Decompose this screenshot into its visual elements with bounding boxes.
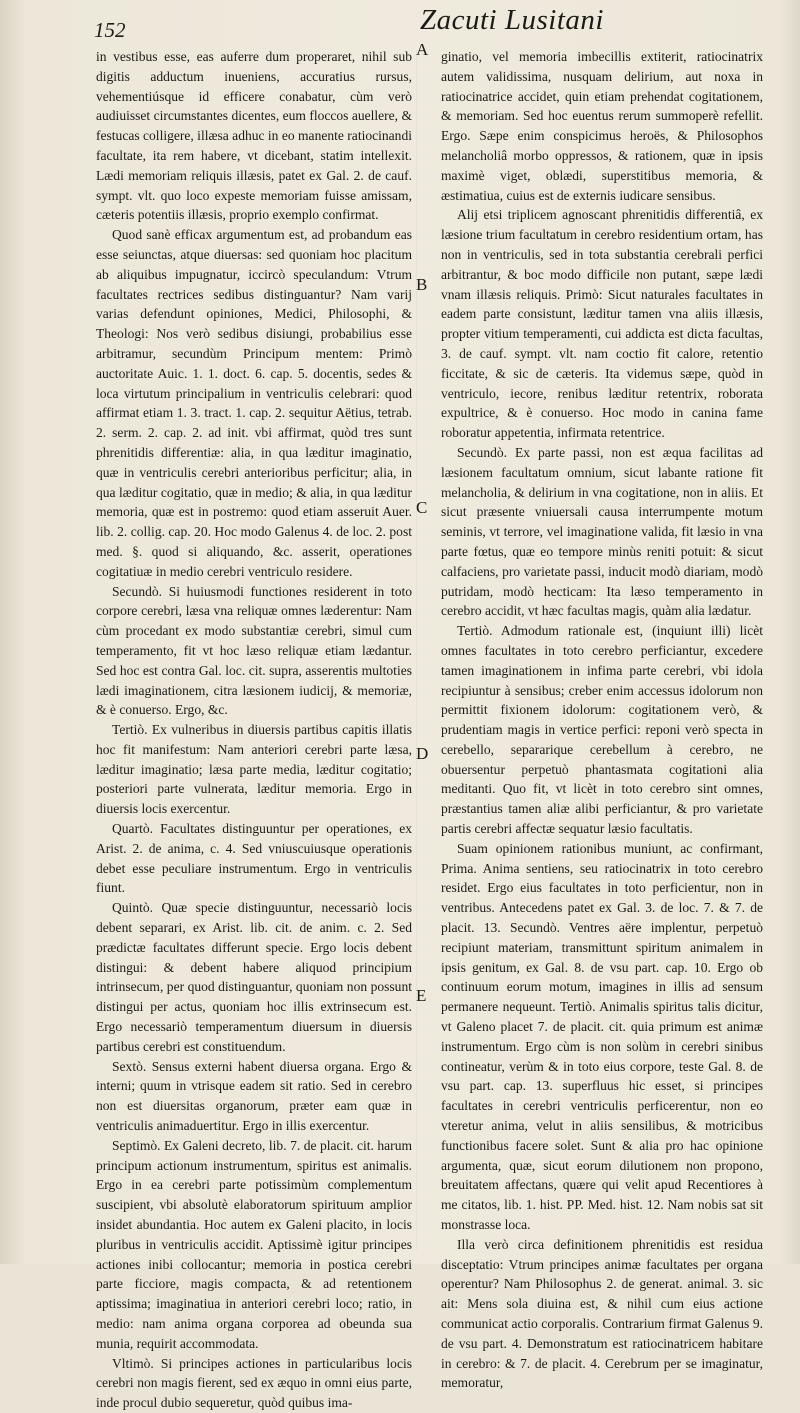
margin-letter-a: A [416, 40, 429, 59]
paragraph: Illa verò circa definitionem phrenitidis est residua disceptatio: Vtrum principes animæ facultates per organa operentur? Nam Philosophus 2. de generat. animal. 3. sic ait: Mens sola diuina est, & nihil cum eius actione communicat actio corporalis. Contrarium firmat Galenus 9. de vsu part. 4. Demonstratum est ratiocinatricem habitare in cerebro: & 7. de placit. 4. Cerebrum per se imaginatur, memoratur, [441, 1236, 763, 1391]
paragraph: Tertiò. Admodum rationale est, (inquiunt illi) licèt omnes facultates in toto cerebro perficiantur, excedere tamen imaginationem in infima parte cerebri, vbi idola recipiuntur à sensibus; creber enim accessus idolorum non permittit fixionem idolorum: cogitationem verò, & prudentiam magis in vertice perfici: reponi verò specta in cerebello, separarique cerebellum à cerebro, ne obuersentur perpetuò phantasmata cogitationi alia meditanti. Quo fit, vt licèt in toto cerebro sint omnes, præstantius tamen aliæ alibi perficiantur, & pro varietate partis cerebri affectæ sequatur læsio facultatis. [441, 623, 763, 837]
paragraph: Septimò. Ex Galeni decreto, lib. 7. de placit. cit. harum principum actionum instrumentum, spiritus est animalis. Ergo in ea cerebri parte potissimùm complementum suscipient, vbi absolutè elaboratorum spirituum amplior insidet abundantia. Hoc autem ex Galeni placito, in locis pluribus in ventriculis accidit. Aptissimè igitur principes actiones inibi collocantur; memoria in postica cerebri parte ficciore, magis compacta, & ad retentionem aptissima; imaginatiua in anteriori cerebri loco; ratio, in medio: nam anima organa corporea ad obeunda sua munia, requirit accommodata. [96, 1137, 412, 1351]
right-column [441, 47, 763, 1393]
paragraph: Alij etsi triplicem agnoscant phrenitidis differentiâ, ex læsione trium facultatum in cerebro residentium ortam, has non in ventriculis, sed in tota substantia cerebrali perfici arbitrantur, & boc modo difficile non putant, sæpe lædi vnam illæsis reliquis. Primò: Sicut naturales facultates in eadem parte consistunt, læditur tamen vna aliis illæsis, propter vitium temperamenti, cui addicta est dicta facultas, 3. de cauf. sympt. vlt. nam coctio fit calore, retentio ficcitate, & sic de cæteris. Ita videmus sæpe, quòd in ventriculo, iecore, renibus læditur retentrix, roborata expultrice, & è conuerso. Hoc modo in canina fame roboratur appetentia, infirmata retentrice. [441, 207, 763, 441]
margin-letter-d: D [416, 744, 429, 763]
paragraph: Secundò. Ex parte passi, non est æqua facilitas ad læsionem facultatum omnium, sicut labante ratione fit melancholia, & delirium in vna cogitatione, non in aliis. Et sicut præsente vniuersali causa interrumpente motum seminis, vt terrore, vel imaginatione valida, fit læsio in vna parte fœtus, quæ eo tempore minùs reniti potuit: & sicut calfaciens, pro varietate passi, inducit modò diariam, modò putridam, modò hecticam: Ita læso temperamento in cerebro accidit, vt hæc facultas magis, quàm alia lædatur. [441, 444, 763, 619]
paragraph: in vestibus esse, eas auferre dum properaret, nihil sub digitis adductum inueniens, accuratius rursus, vehementiúsque id efficere conabatur, cùm verò audiuisset circumstantes dicentes, eum floccos auellere, & festucas colligere, illæsa adhuc in eo manente ratiocinandi facultate, ita rem habere, vt dicebant, statim intellexit. Lædi memoriam reliquis illæsis, patet ex Gal. 2. de cauf. sympt. vlt. quo loco expeste memoriam fuisse amissam, cæteris potentiis illæsis, proprio exemplo confirmat. [96, 49, 412, 223]
margin-letter-c: C [416, 498, 428, 517]
paragraph: Suam opinionem rationibus muniunt, ac confirmant, Prima. Anima sentiens, seu ratiocinatrix in toto cerebro residet. Ergo eius facultates in toto perficientur, non in ventribus. Antecedens patet ex Gal. 3. de loc. 7. & 7. de placit. 13. Secundò. Ventres aëre implentur, perpetuò recipiunt materiam, transmittunt spiritum animalem in ipsis genitum, ex Gal. 8. de vsu part. cap. 10. Ergo ob continuum eorum motum, imagines in illis ad sensum permanere nequeunt. Tertiò. Animalis spiritus talis dicitur, vt Galeno placet 7. de placit. cit. quia primum est animæ instrumentum. Ergo cùm is non solùm in cerebri sinibus contineatur, verùm & in toto eius corpore, teste Gal. 8. de vsu part. cap. 13. superfluus hic esset, si principes facultates in cerebri ventriculis perficerentur, non eo vteretur anima, velut in aliis sensilibus, & motricibus functionibus facere solet. Sunt & alia pro hac opinione argumenta, quæ, sicut eorum dilutionem non propono, breuitatem affectans, quære qui velit apud Recentiores à me citatos, lib. 1. hist. PP. Med. hist. 12. Nam nobis sat sit monstrasse loca. [441, 840, 763, 1233]
running-title: Zacuti Lusitani [420, 4, 604, 36]
paragraph: Quintò. Quæ specie distinguuntur, necessariò locis debent separari, ex Arist. lib. cit. de anim. c. 2. Sed prædictæ facultates differunt specie. Ergo locis debent distingui: & debent habere aliquod principium intrinsecum, per quod distinguantur, quoniam non possunt distingui per actus, quoniam hoc illis extrinsecum est. Ergo necessariò temperamentum diuersum in diuersis partibus cerebri est constituendum. [96, 900, 412, 1054]
paragraph: Sextò. Sensus externi habent diuersa organa. Ergo & interni; quum in vtrisque eadem sit ratio. Sed in cerebro non est diuersitas organorum, præter eam quæ in ventriculis animaduertitur. Ergo in illis exercentur. [96, 1058, 412, 1134]
paragraph: Quartò. Facultates distinguuntur per operationes, ex Arist. 2. de anima, c. 4. Sed vniuscuiusque operationis debet esse peculiare instrumentum. Ergo in ventriculis fiunt. [96, 821, 412, 896]
paragraph: Quod sanè efficax argumentum est, ad probandum eas esse seiunctas, atque diuersas: sed quoniam hoc placitum ab aliquibus impugnatur, iccircò speculandum: Vtrum facultates rectrices sedibus distinguantur? Nam varij varias defendunt opiniones, Medici, Philosophi, & Theologi: Nos verò sedibus disiungi, probabilius esse arbitramur, secundùm Principum mentem: Primò auctoritate Auic. 1. 1. doct. 6. cap. 5. docentis, sedes & loca virtutum principalium in ventriculis celebrari: quod affirmat etiam 1. 3. tract. 1. cap. 2. sequitur Aëtius, tetrab. 2. serm. 2. cap. 2. ad init. vbi affirmat, quòd tres sunt phrenitidis differentiæ: alia, in qua læditur imaginatio, quæ in ventriculis cerebri anterioribus perficitur; alia, in qua læditur cogitatio, quæ in medio; & alia, in qua læditur memoria, quæ est in postremo: quod etiam asseruit Auer. lib. 2. collig. cap. 20. Hoc modo Galenus 4. de loc. 2. post med. §. quod si aliquando, &c. asserit, operationes cogitatiuæ in medio cerebri ventriculo residere. [96, 227, 412, 579]
margin-letter-e: E [416, 986, 427, 1005]
left-column [96, 47, 412, 1413]
page-number: 152 [94, 18, 126, 42]
paragraph: Tertiò. Ex vulneribus in diuersis partibus capitis illatis hoc fit manifestum: Nam anteriori cerebri parte læsa, læditur imaginatio; læsa parte media, læditur cogitatio; posteriori parte vulnerata, læditur memoria. Ergo in diuersis locis exercentur. [96, 722, 412, 817]
margin-letter-b: B [416, 275, 428, 294]
margin-letters [412, 0, 438, 1264]
paragraph: ginatio, vel memoria imbecillis extiterit, ratiocinatrix autem validissima, nusquam delirium, aut noxa in ratiocinatrice accidet, quin etiam prehendat cogitationem, & memoriam. Sed hoc euentus rerum summoperè refellit. Ergo. Sæpe enim conspicimus heroës, & Philosophos melancholiâ morbo oppressos, & rationem, quæ in ipsis maximè viget, oblædi, superstitibus memoria, & æstimatiua, cuius est de externis iudicare sensibus. [441, 49, 763, 203]
paragraph: Secundò. Si huiusmodi functiones residerent in toto corpore cerebri, læsa vna reliquæ omnes læderentur: Nam cùm procedant ex modo substantiæ cerebri, simul cum temperamento, fit vt hoc læso reliquæ etiam lædantur. Sed hoc est contra Gal. loc. cit. supra, asserentis multoties lædi imaginationem, citra læsionem iudicij, & memoriæ, & è conuerso. Ergo, &c. [96, 583, 412, 718]
paragraph: Vltimò. Si principes actiones in particularibus locis cerebri non magis fierent, sed ex æquo in omni eius parte, inde procul dubio sequeretur, quòd quibus ima- [96, 1355, 412, 1411]
